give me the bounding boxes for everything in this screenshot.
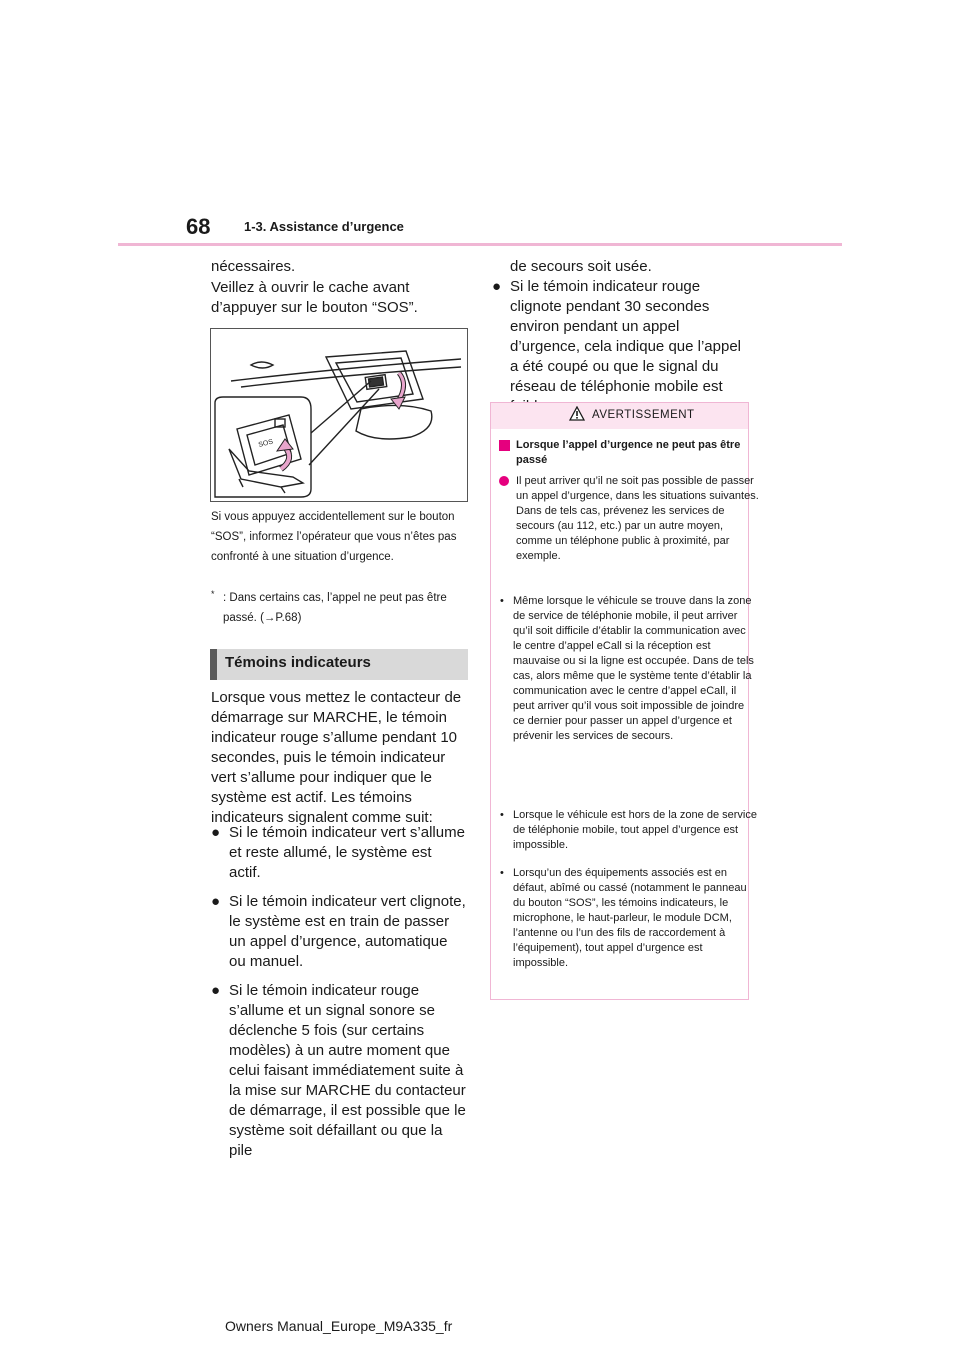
header-rule — [118, 243, 842, 246]
footer-manual-id: Owners Manual_Europe_M9A335_fr — [225, 1318, 453, 1334]
list-item-text: Si le témoin indicateur vert clignote, le système est en train de passer un appel d’urgence, automatique ou manuel. — [229, 893, 466, 970]
bullet-icon: ● — [211, 824, 221, 841]
warning-subhead-text: Lorsque l’appel d’urgence ne peut pas être passé — [516, 439, 741, 466]
sos-label: SOS — [257, 438, 274, 449]
warning-sub-item — [499, 866, 757, 971]
small-bullet-icon: • — [500, 595, 504, 607]
paragraph-continuation-right: de secours soit usée. — [510, 258, 652, 275]
square-bullet-icon — [499, 440, 510, 451]
warning-box — [490, 402, 759, 1000]
list-item-text: Si le témoin indicateur rouge s’allume et un signal sonore se déclenche 5 fois (sur certains modèles) à un autre moment que celui faisant immédiatement suite à la mise sur MARCHE du contacteur de démarrage, il est possible que le système soit défaillant ou que la pile — [229, 982, 466, 1159]
circle-bullet-icon — [499, 476, 509, 486]
indicator-intro: Lorsque vous mettez le contacteur de démarrage sur MARCHE, le témoin indicateur rouge s’allume pendant 10 secondes, puis le témoin indicateur vert s’allume pour indiquer que le système est actif. Les témoins indicateurs signalent comme suit: — [211, 689, 462, 826]
warning-triangle-icon — [569, 406, 585, 421]
list-item — [211, 823, 467, 883]
paragraph-continuation: nécessaires. — [211, 258, 296, 275]
heading-label: Témoins indicateurs — [225, 654, 371, 671]
warning-title: AVERTISSEMENT — [592, 409, 695, 421]
overhead-console-drawing — [211, 329, 467, 501]
warning-sub-item — [499, 808, 757, 853]
warning-main-item — [499, 474, 760, 564]
bullet-icon: ● — [211, 982, 221, 999]
svg-text:SOS — [258, 438, 274, 448]
sos-button-illustration — [210, 328, 468, 502]
paragraph-open-cover: Veillez à ouvrir le cache avant d’appuyer sur le bouton “SOS”. — [211, 279, 418, 316]
illustration-caption: Si vous appuyez accidentellement sur le bouton “SOS”, informez l’opérateur que vous n’êtes pas confronté à une situation d’urgence. — [211, 511, 457, 563]
warning-sub-item — [499, 594, 757, 744]
bullet-icon: ● — [492, 278, 502, 295]
section-title: 1-3. Assistance d’urgence — [244, 219, 404, 234]
small-bullet-icon: • — [500, 809, 504, 821]
warning-sub-item-text: Lorsqu’un des équipements associés est en défaut, abîmé ou cassé (notamment le panneau du bouton “SOS”, les témoins indicateurs, le microphone, le haut-parleur, le module DCM, l’antenne ou l’un des fils de raccordement à l’équipement), tout appel d’urgence est impossible. — [513, 867, 747, 969]
list-item — [211, 892, 467, 972]
footnote-text: : Dans certains cas, l’appel ne peut pas être passé. (→P.68) — [223, 592, 447, 624]
warning-sub-item-text: Même lorsque le véhicule se trouve dans la zone de service de téléphonie mobile, il peut arriver qu’il soit difficile d’établir la communication avec le centre d’appel eCall si la réception est mauvaise ou si la ligne est occupée. Dans de tels cas, alors même que le système tente d’établir la communication avec le centre d’appel eCall, il peut arriver qu’il vous soit impossible de joindre ce dernier pour passer un appel d’urgence et prévenir les services de secours. — [513, 595, 754, 742]
warning-header — [491, 403, 748, 429]
section-heading — [210, 649, 468, 680]
list-item-text: Si le témoin indicateur vert s’allume et reste allumé, le système est actif. — [229, 824, 465, 881]
list-item — [492, 277, 750, 417]
warning-sub-item-text: Lorsque le véhicule est hors de la zone de service de téléphonie mobile, tout appel d’urgence est impossible. — [513, 809, 757, 851]
indicator-list — [211, 823, 467, 1170]
small-bullet-icon: • — [500, 867, 504, 879]
warning-subhead — [499, 438, 760, 468]
footnote-mark: * — [211, 589, 215, 599]
page-number: 68 — [186, 214, 211, 239]
footnote — [211, 588, 466, 628]
list-item-text: Si le témoin indicateur rouge clignote pendant 30 secondes environ pendant un appel d’urgence, cela indique que l’appel a été coupé ou que le signal du réseau de téléphonie mobile est — [510, 278, 742, 395]
warning-main-text: Il peut arriver qu’il ne soit pas possible de passer un appel d’urgence, dans les situations suivantes. Dans de tels cas, prévenez les services de secours (au 112, etc.) par un autre moyen, comme un téléphone public à proximité, par exemple. — [516, 475, 759, 562]
bullet-icon: ● — [211, 893, 221, 910]
heading-accent — [210, 649, 217, 680]
list-item — [211, 981, 467, 1161]
